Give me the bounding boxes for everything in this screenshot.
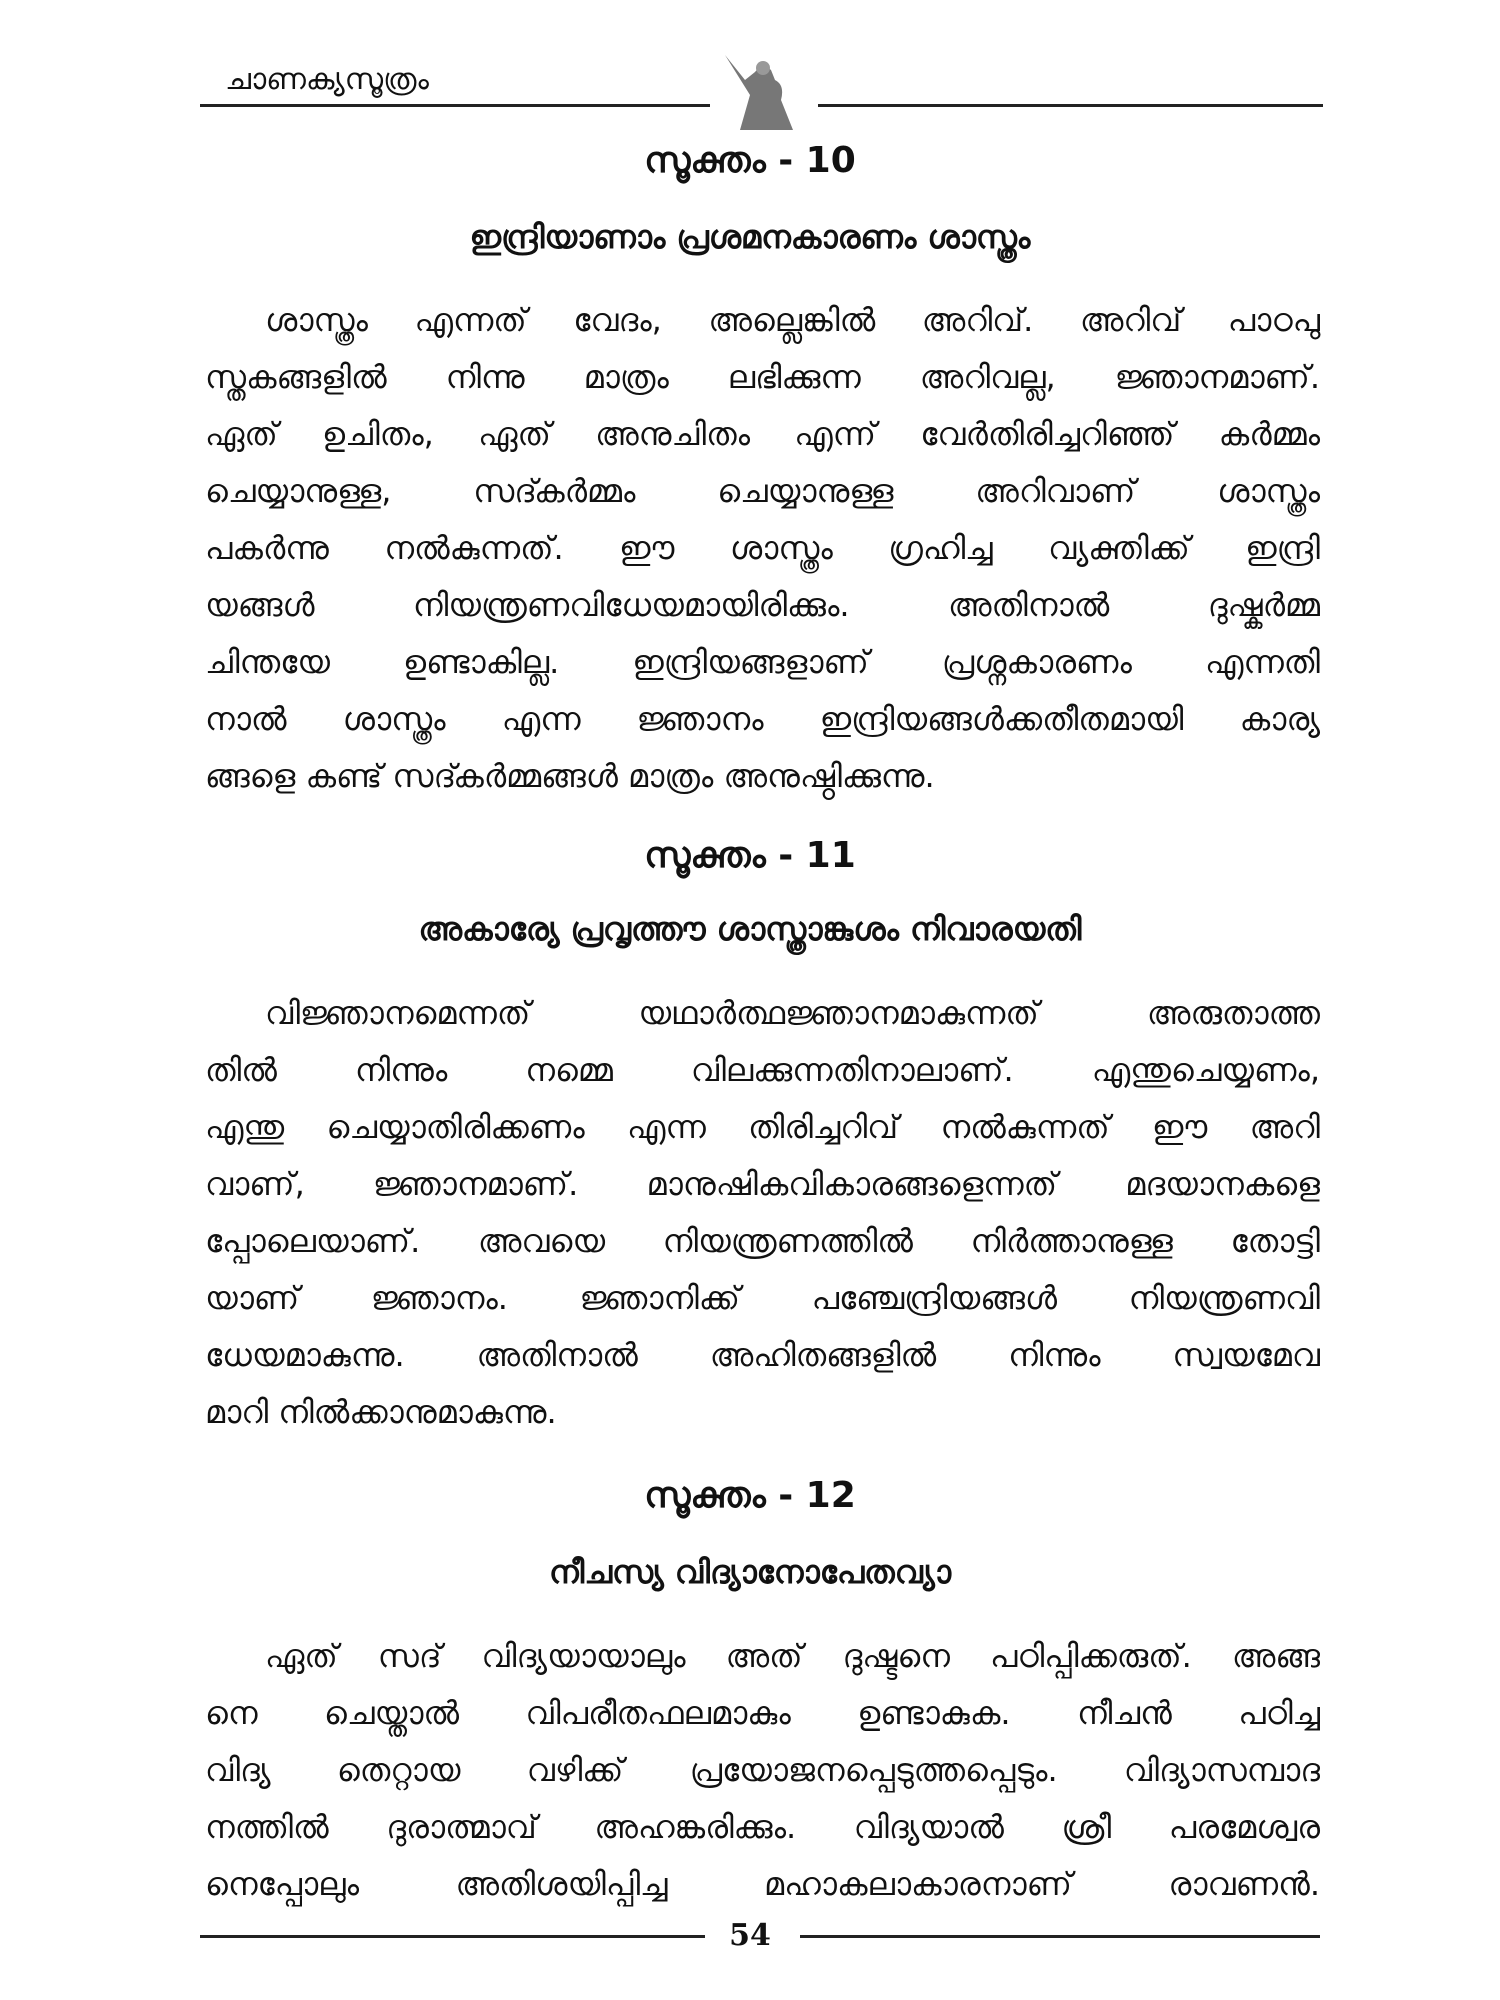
- text-line: പകർന്നു നൽകുന്നത്. ഈ ശാസ്ത്രം ഗ്രഹിച്ച വ്യക്തിക്ക് ഇന്ദ്രി: [205, 529, 1320, 567]
- sutra-number-10: സൂക്തം - 10: [644, 140, 856, 181]
- commentary-12: [205, 1628, 1320, 1913]
- chanakya-figure-icon: [715, 50, 805, 130]
- text-line: നത്തിൽ ദുരാത്മാവ് അഹങ്കരിക്കും. വിദ്യയാൽ ശ്രീ പരമേശ്വര: [205, 1808, 1320, 1846]
- text-line: നാൽ ശാസ്ത്രം എന്ന ജ്ഞാനം ഇന്ദ്രിയങ്ങൾക്കതീതമായി കാര്യ: [205, 700, 1320, 738]
- commentary-10: [205, 292, 1320, 805]
- text-line: ചെയ്യാനുള്ള, സദ്കർമ്മം ചെയ്യാനുള്ള അറിവാണ് ശാസ്ത്രം: [205, 472, 1320, 510]
- text-line: വിദ്യ തെറ്റായ വഴിക്ക് പ്രയോജനപ്പെടുത്തപ്പെടും. വിദ്യാസമ്പാദ: [205, 1751, 1320, 1789]
- text-line: പ്പോലെയാണ്. അവയെ നിയന്ത്രണത്തിൽ നിർത്താനുള്ള തോട്ടി: [205, 1222, 1320, 1260]
- sutra-number-11: സൂക്തം - 11: [644, 835, 856, 876]
- text-line: ചിന്തയേ ഉണ്ടാകില്ല. ഇന്ദ്രിയങ്ങളാണ് പ്രശ്നകാരണം എന്നതി: [205, 643, 1320, 681]
- text-line: മാറി നിൽക്കാനുമാകുന്നു.: [205, 1393, 557, 1431]
- sutra-text-12: നീചസ്യ വിദ്യാനോപേതവ്യാ: [548, 1553, 952, 1591]
- text-line: എന്തു ചെയ്യാതിരിക്കണം എന്ന തിരിച്ചറിവ് നൽകുന്നത് ഈ അറി: [205, 1108, 1320, 1146]
- text-line: വിജ്ഞാനമെന്നത് യഥാർത്ഥജ്ഞാനമാകുന്നത് അരുതാത്ത: [265, 994, 1320, 1032]
- sutra-text-11: അകാര്യേ പ്രവൃത്തൗ ശാസ്ത്രാങ്കുശം നിവാരയതി: [418, 910, 1082, 948]
- text-line: വാണ്, ജ്ഞാനമാണ്. മാനുഷികവികാരങ്ങളെന്നത് മദയാനകളെ: [205, 1165, 1320, 1203]
- header-rule-right: [818, 104, 1323, 107]
- text-line: ഏത് സദ് വിദ്യയായാലും അത് ദുഷ്ടനെ പഠിപ്പിക്കരുത്. അങ്ങ: [265, 1637, 1320, 1675]
- text-line: ശാസ്ത്രം എന്നത് വേദം, അല്ലെങ്കിൽ അറിവ്. അറിവ് പാഠപു: [265, 301, 1320, 339]
- text-line: സ്തകങ്ങളിൽ നിന്നു മാത്രം ലഭിക്കുന്ന അറിവല്ല, ജ്ഞാനമാണ്.: [205, 358, 1320, 396]
- text-line: ങ്ങളെ കണ്ട് സദ്കർമ്മങ്ങൾ മാത്രം അനുഷ്ഠിക്കുന്നു.: [205, 757, 935, 795]
- page-number: 54: [729, 1918, 771, 1953]
- commentary-11: [205, 985, 1320, 1441]
- text-line: ധേയമാകുന്നു. അതിനാൽ അഹിതങ്ങളിൽ നിന്നും സ്വയമേവ: [205, 1336, 1320, 1374]
- text-line: യാണ് ജ്ഞാനം. ജ്ഞാനിക്ക് പഞ്ചേന്ദ്രിയങ്ങൾ നിയന്ത്രണവി: [205, 1279, 1320, 1317]
- text-line: യങ്ങൾ നിയന്ത്രണവിധേയമായിരിക്കും. അതിനാൽ ദുഷ്കർമ്മ: [205, 586, 1320, 624]
- text-line: തിൽ നിന്നും നമ്മെ വിലക്കുന്നതിനാലാണ്. എന്തുചെയ്യണം,: [205, 1051, 1320, 1089]
- header-rule-left: [200, 104, 710, 107]
- footer-rule-right: [800, 1935, 1320, 1938]
- text-line: നെപ്പോലും അതിശയിപ്പിച്ച മഹാകലാകാരനാണ് രാവണൻ.: [205, 1865, 1320, 1903]
- sutra-text-10: ഇന്ദ്രിയാണാം പ്രശമനകാരണം ശാസ്ത്രം: [469, 218, 1031, 256]
- running-title: ചാണക്യസൂത്രം: [225, 62, 429, 97]
- text-line: നെ ചെയ്താൽ വിപരീതഫലമാകും ഉണ്ടാകുക. നീചൻ പഠിച്ച: [205, 1694, 1320, 1732]
- sutra-number-12: സൂക്തം - 12: [644, 1475, 856, 1516]
- text-line: ഏത് ഉചിതം, ഏത് അനുചിതം എന്ന് വേർതിരിച്ചറിഞ്ഞ് കർമ്മം: [205, 415, 1320, 453]
